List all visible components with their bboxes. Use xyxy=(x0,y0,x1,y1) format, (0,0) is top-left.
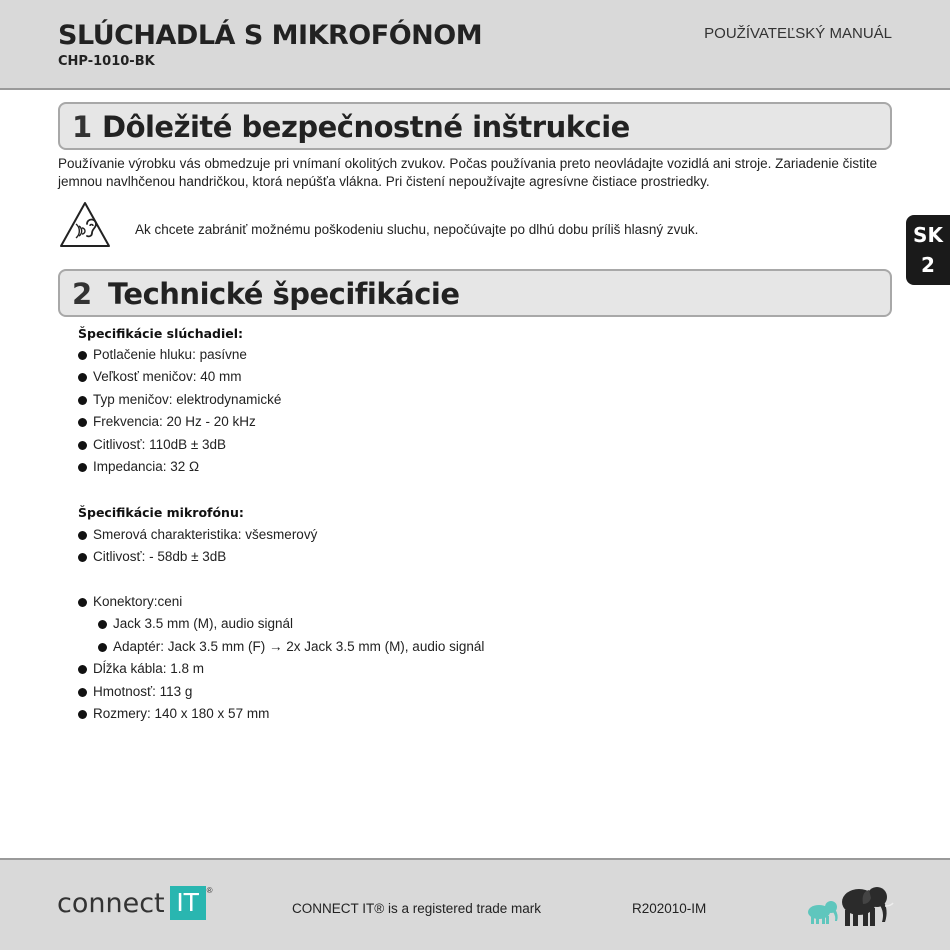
mic-spec-heading: Špecifikácie mikrofónu: xyxy=(78,505,244,520)
mic-spec-list xyxy=(78,524,317,569)
trademark-text: CONNECT IT® is a registered trade mark xyxy=(292,901,542,916)
list-item: Impedancia: 32 Ω xyxy=(78,456,281,478)
product-model: CHP-1010-BK xyxy=(58,54,155,69)
page-footer xyxy=(0,858,950,950)
list-item: Typ meničov: elektrodynamické xyxy=(78,389,281,411)
product-title: SLÚCHADLÁ S MIKROFÓNOM xyxy=(58,20,483,51)
list-item: Hmotnosť: 113 g xyxy=(78,681,484,703)
list-item: Veľkosť meničov: 40 mm xyxy=(78,366,281,388)
elephants-icon xyxy=(803,882,895,928)
hearing-warning-icon xyxy=(58,200,112,250)
general-spec-list xyxy=(78,591,484,725)
manual-label: POUŽÍVATEĽSKÝ MANUÁL xyxy=(704,25,892,42)
logo-it-box: IT xyxy=(170,886,206,920)
logo-word: connect xyxy=(57,887,165,919)
section-1-number: 1 xyxy=(72,110,93,144)
language-code: SK xyxy=(913,223,943,247)
list-item: Konektory:ceni xyxy=(78,591,484,613)
list-item: Potlačenie hluku: pasívne xyxy=(78,344,281,366)
list-item: Citlivosť: 110dB ± 3dB xyxy=(78,434,281,456)
list-item: Jack 3.5 mm (M), audio signál xyxy=(98,613,484,635)
section-2-number: 2 xyxy=(72,277,93,311)
section-2-title: Technické špecifikácie xyxy=(108,277,460,311)
list-item: Citlivosť: - 58db ± 3dB xyxy=(78,546,317,568)
list-item: Frekvencia: 20 Hz - 20 kHz xyxy=(78,411,281,433)
safety-intro-text: Používanie výrobku vás obmedzuje pri vnímaní okolitých zvukov. Počas používania preto neovládajte vozidlá ani stroje. Zariadenie čistite jemnou navlhčenou handričkou, ktorá nepúšťa vlákna. Pri čistení nepoužívajte agresívne čistiace prostriedky. xyxy=(58,156,878,189)
document-code: R202010-IM xyxy=(632,901,707,916)
connect-it-logo xyxy=(57,886,213,920)
headphones-spec-heading: Špecifikácie slúchadiel: xyxy=(78,326,244,341)
page-number: 2 xyxy=(921,253,935,277)
list-item: Rozmery: 140 x 180 x 57 mm xyxy=(78,703,484,725)
logo-registered-mark: ® xyxy=(206,886,213,895)
language-page-tab xyxy=(906,215,950,285)
hearing-warning-text: Ak chcete zabrániť možnému poškodeniu sluchu, nepočúvajte po dlhú dobu príliš hlasný zvuk. xyxy=(135,222,699,237)
list-item: Adaptér: Jack 3.5 mm (F) → 2x Jack 3.5 mm (M), audio signál xyxy=(98,636,484,658)
list-item: Dĺžka kábla: 1.8 m xyxy=(78,658,484,680)
page-header xyxy=(0,0,950,90)
section-2-heading xyxy=(58,269,892,317)
section-1-title: Dôležité bezpečnostné inštrukcie xyxy=(102,110,630,144)
list-item: Smerová charakteristika: všesmerový xyxy=(78,524,317,546)
section-1-heading xyxy=(58,102,892,150)
headphones-spec-list xyxy=(78,344,281,478)
